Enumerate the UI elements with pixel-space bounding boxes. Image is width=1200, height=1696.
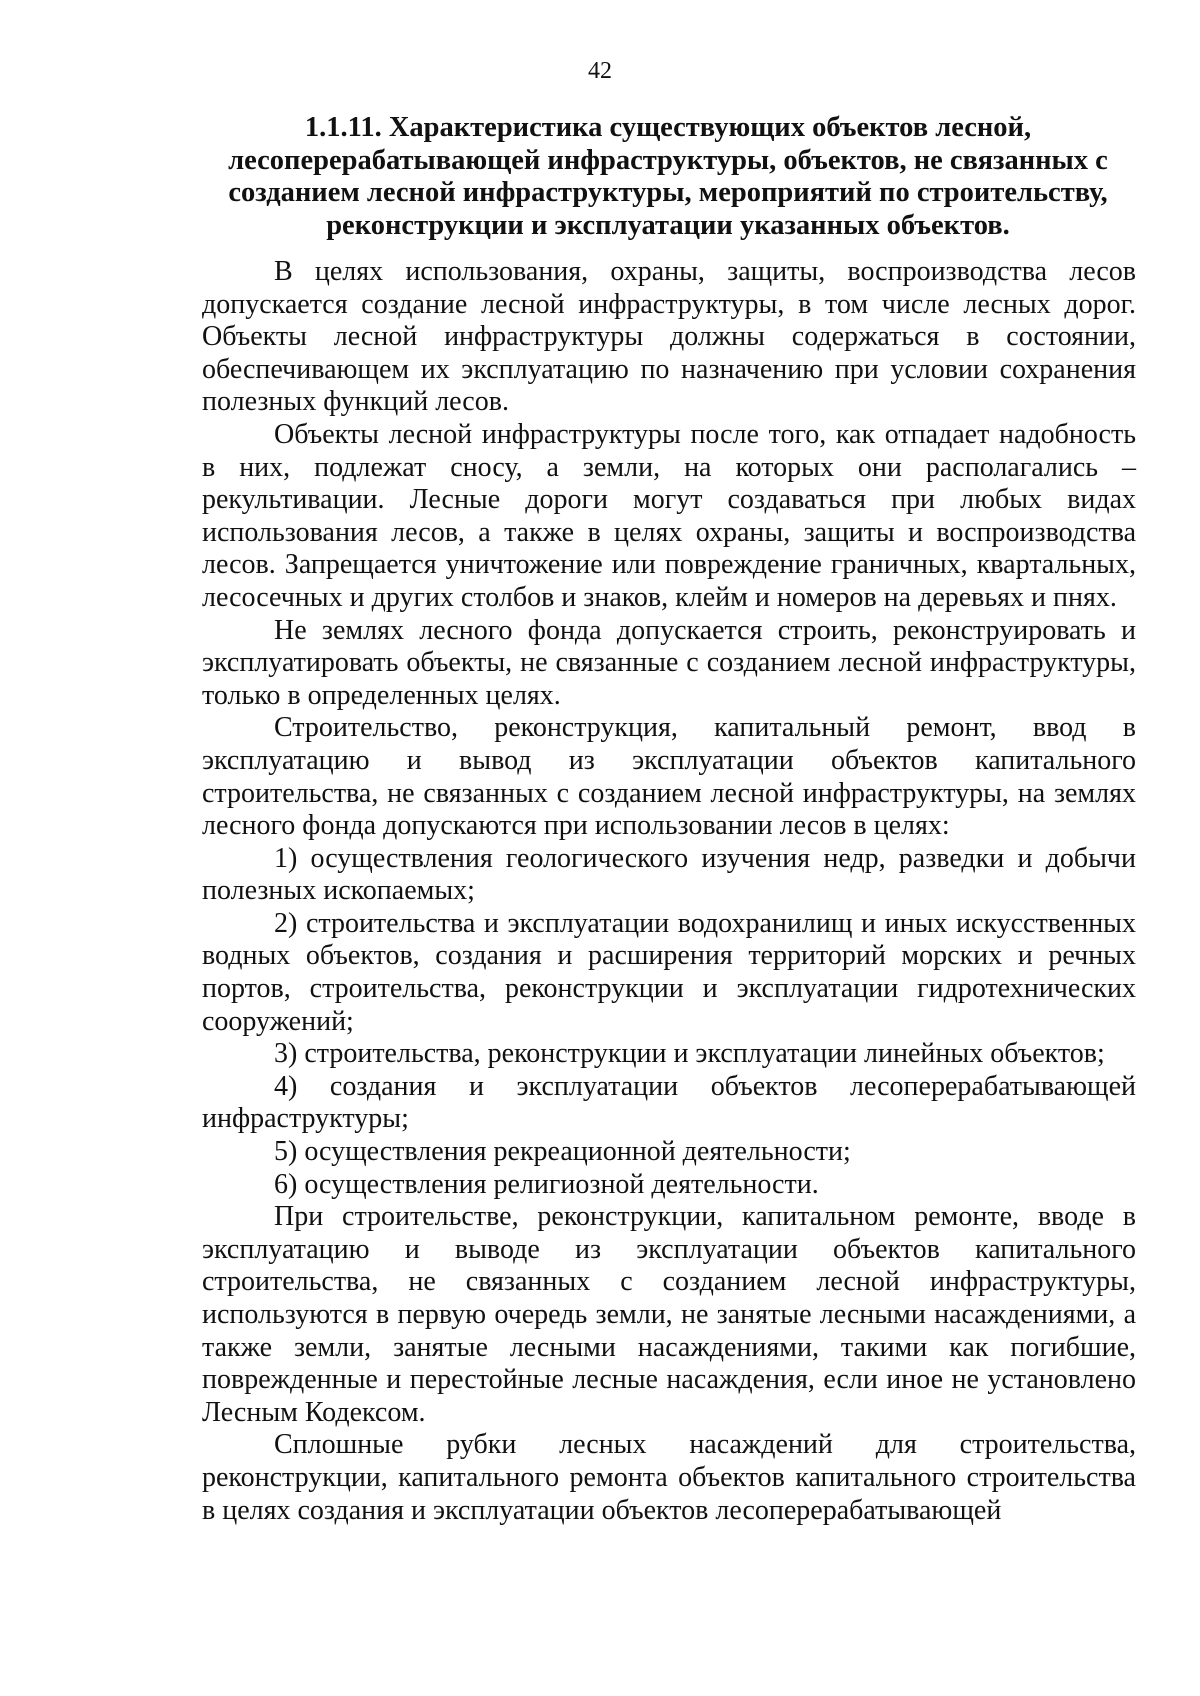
body-text	[202, 256, 1136, 1527]
list-item: 5) осуществления рекреационной деятельности;	[274, 1136, 851, 1168]
paragraph: При строительстве, реконструкции, капитальном ремонте, вводе в эксплуатацию и выводе из эксплуатации объектов капитального строительства, не связанных с созданием лесной инфраструктуры, используются в первую очередь земли, не занятые лесными насаждениями, а также земли, занятые лесными насаждениями, такими как погибшие, поврежденные и перестойные лесные насаждения, если иное не установлено Лесным Кодексом.	[202, 1201, 1136, 1428]
paragraph: Строительство, реконструкция, капитальный ремонт, ввод в эксплуатацию и вывод из эксплуатации объектов капитального строительства, не связанных с созданием лесной инфраструктуры, на землях лесного фонда допускаются при использовании лесов в целях:	[202, 712, 1136, 842]
list-item: 3) строительства, реконструкции и эксплуатации линейных объектов;	[274, 1038, 1105, 1070]
list-item: 4) создания и эксплуатации объектов лесоперерабатывающей инфраструктуры;	[202, 1070, 1136, 1135]
section-heading: 1.1.11. Характеристика существующих объектов лесной, лесоперерабатывающей инфраструктуры, объектов, не связанных с созданием лесной инфраструктуры, мероприятий по строительству, реконструкции и эксплуатации указанных объектов.	[228, 112, 1108, 241]
paragraph: В целях использования, охраны, защиты, воспроизводства лесов допускается создание лесной инфраструктуры, в том числе лесных дорог. Объекты лесной инфраструктуры должны содержаться в состоянии, обеспечивающем их эксплуатацию по назначению при условии сохранения полезных функций лесов.	[202, 256, 1136, 418]
paragraph: Объекты лесной инфраструктуры после того, как отпадает надобность в них, подлежат сносу, а земли, на которых они располагались – рекультивации. Лесные дороги могут создаваться при любых видах использования лесов, а также в целях охраны, защиты и воспроизводства лесов. Запрещается уничтожение или повреждение граничных, квартальных, лесосечных и других столбов и знаков, клейм и номеров на деревьях и пнях.	[202, 418, 1136, 613]
list-item: 2) строительства и эксплуатации водохранилищ и иных искусственных водных объектов, создания и расширения территорий морских и речных портов, строительства, реконструкции и эксплуатации гидротехнических сооружений;	[202, 907, 1136, 1037]
paragraph: Сплошные рубки лесных насаждений для строительства, реконструкции, капитального ремонта объектов капитального строительства в целях создания и эксплуатации объектов лесоперерабатывающей	[202, 1429, 1136, 1526]
list-item: 6) осуществления религиозной деятельности.	[274, 1168, 819, 1200]
page-number: 42	[588, 58, 612, 84]
paragraph: Не землях лесного фонда допускается строить, реконструировать и эксплуатировать объекты, не связанные с созданием лесной инфраструктуры, только в определенных целях.	[202, 614, 1136, 711]
list-item: 1) осуществления геологического изучения недр, разведки и добычи полезных ископаемых;	[202, 842, 1136, 907]
